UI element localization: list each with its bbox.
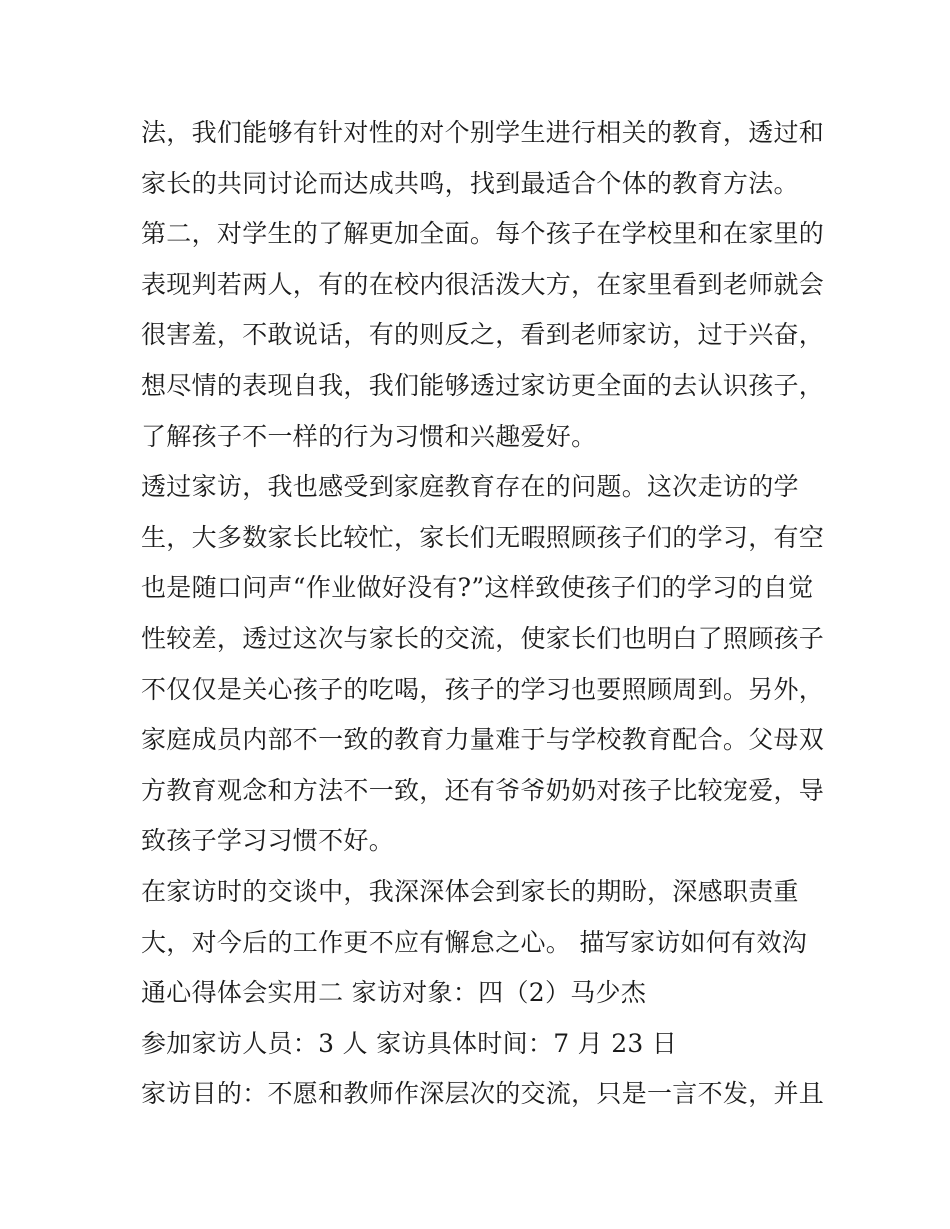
text-line: 致孩子学习习惯不好。 <box>141 826 395 856</box>
text-line: 生，大多数家长比较忙，家长们无暇照顾孩子们的学习，有空 <box>141 522 825 552</box>
text-line: 通心得体会实用二 家访对象：四（2）马少杰 <box>141 978 647 1008</box>
text-line: 很害羞，不敢说话，有的则反之，看到老师家访，过于兴奋， <box>141 320 825 350</box>
text-line: 了解孩子不一样的行为习惯和兴趣爱好。 <box>141 421 597 451</box>
text-line: 家庭成员内部不一致的教育力量难于与学校教育配合。父母双 <box>141 725 825 755</box>
text-line: 想尽情的表现自我，我们能够透过家访更全面的去认识孩子， <box>141 370 825 400</box>
text-line: 家访目的：不愿和教师作深层次的交流，只是一言不发，并且 <box>141 1079 825 1109</box>
text-line: 性较差，透过这次与家长的交流，使家长们也明白了照顾孩子 <box>141 623 825 653</box>
text-line: 方教育观念和方法不一致，还有爷爷奶奶对孩子比较宠爱，导 <box>141 775 825 805</box>
text-line: 法，我们能够有针对性的对个别学生进行相关的教育，透过和 <box>141 118 825 147</box>
text-line: 表现判若两人，有的在校内很活泼大方，在家里看到老师就会 <box>141 269 825 299</box>
text-line: 参加家访人员：3 人 家访具体时间：7 月 23 日 <box>141 1028 678 1058</box>
text-line: 在家访时的交谈中，我深深体会到家长的期盼，深感职责重 <box>141 876 799 906</box>
body-text <box>141 108 825 1120</box>
text-line: 透过家访，我也感受到家庭教育存在的问题。这次走访的学 <box>141 472 799 502</box>
text-line: 家长的共同讨论而达成共鸣，找到最适合个体的教育方法。 <box>141 168 799 198</box>
text-line: 第二，对学生的了解更加全面。每个孩子在学校里和在家里的 <box>141 219 825 249</box>
text-line: 大，对今后的工作更不应有懈怠之心。 描写家访如何有效沟 <box>141 927 808 957</box>
text-line: 不仅仅是关心孩子的吃喝，孩子的学习也要照顾周到。另外， <box>141 674 825 704</box>
text-line: 也是随口问声“作业做好没有?”这样致使孩子们的学习的自觉 <box>141 573 814 603</box>
